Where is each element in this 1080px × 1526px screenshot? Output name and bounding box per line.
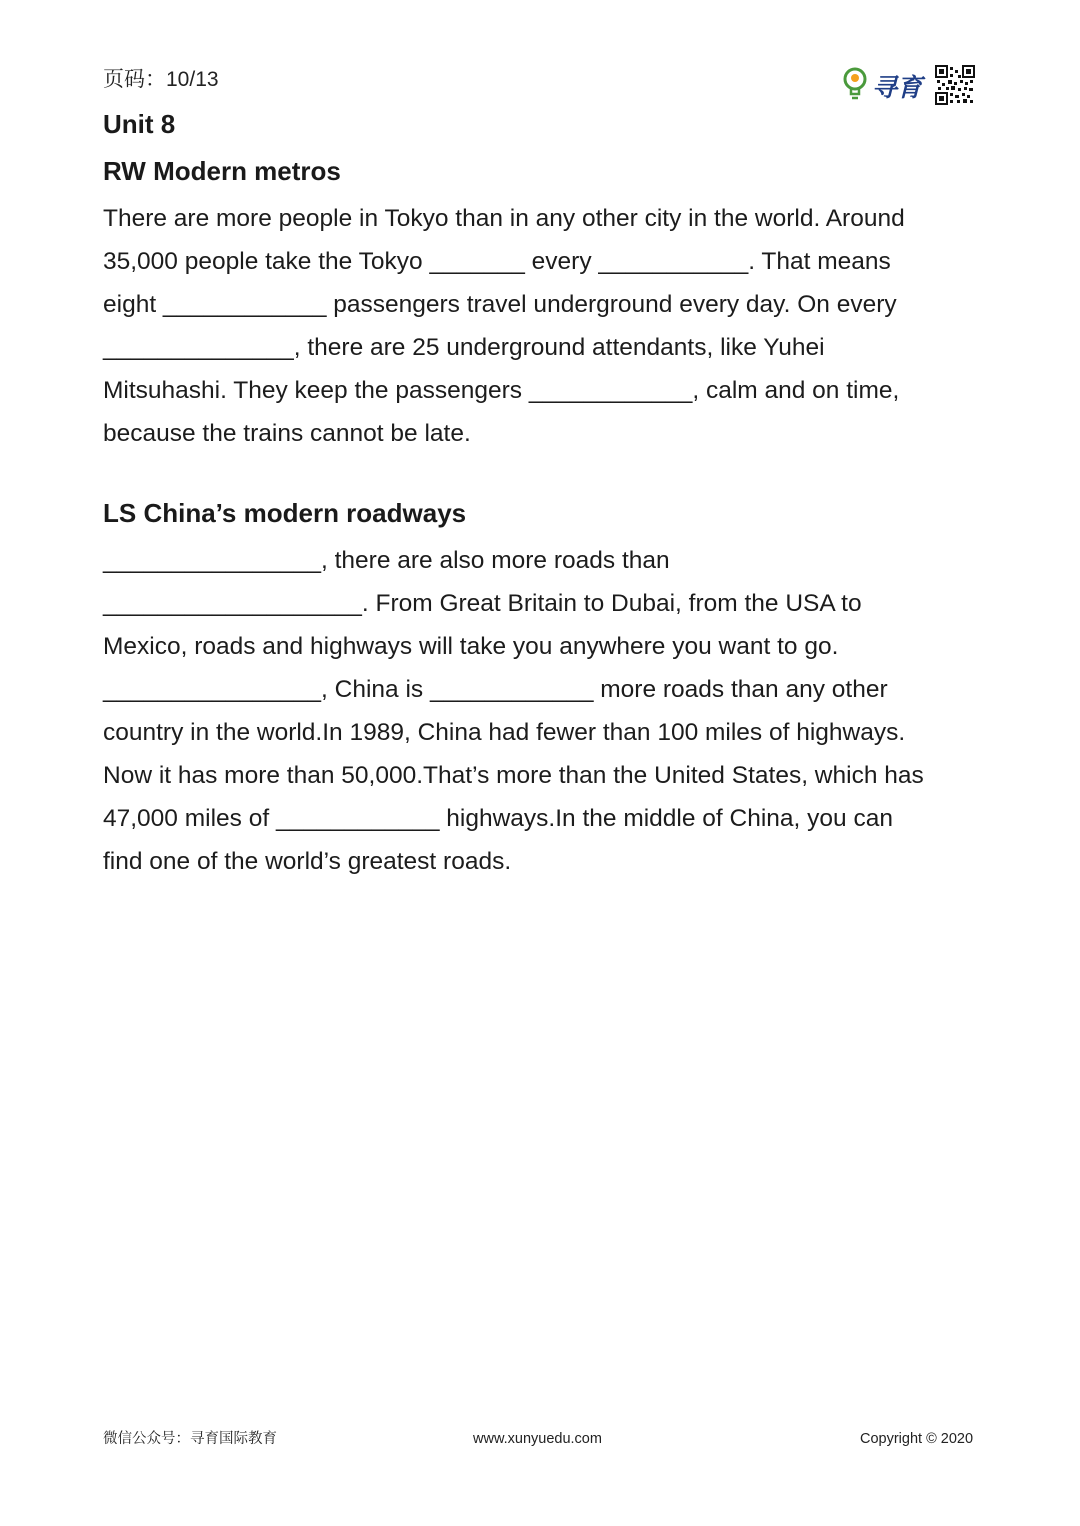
rw-line: Mitsuhashi. They keep the passengers ____________, calm and on time, [103,377,900,404]
rw-line: ______________, there are 25 underground attendants, like Yuhei [103,334,825,361]
ls-line: country in the world.In 1989, China had fewer than 100 miles of highways. [103,719,906,746]
ls-paragraph [103,539,963,883]
ls-line: Now it has more than 50,000.That’s more than the United States, which has [103,762,924,789]
section-title-rw: RW Modern metros [103,156,341,186]
section-title-ls: LS China’s modern roadways [103,498,467,528]
footer-wechat: 微信公众号：寻育国际教育 [103,1431,277,1447]
rw-paragraph [103,197,963,455]
ls-line: ________________, there are also more roads than [103,547,670,574]
logo-wordmark: 寻育 [872,73,923,102]
footer-website: www.xunyuedu.com [473,1431,602,1447]
qr-code-icon [936,66,974,104]
footer-copyright: Copyright © 2020 [860,1431,974,1447]
unit-title: Unit 8 [103,109,176,139]
ls-line: ___________________. From Great Britain to Dubai, from the USA to [103,590,862,617]
rw-line: because the trains cannot be late. [103,420,471,447]
rw-line: 35,000 people take the Tokyo _______ every ___________. That means [103,248,891,275]
ls-line: Mexico, roads and highways will take you anywhere you want to go. [103,633,839,660]
rw-line: eight ____________ passengers travel underground every day. On every [103,291,897,318]
lightbulb-icon [845,69,865,98]
rw-line: There are more people in Tokyo than in any other city in the world. Around [103,205,905,232]
page-number: 页码：10/13 [103,68,219,91]
xunyu-logo [842,64,978,106]
ls-line: find one of the world’s greatest roads. [103,848,512,875]
logo-graphic [842,64,978,106]
ls-line: 47,000 miles of ____________ highways.In the middle of China, you can [103,805,893,832]
ls-line: ________________, China is ____________ more roads than any other [103,676,888,703]
